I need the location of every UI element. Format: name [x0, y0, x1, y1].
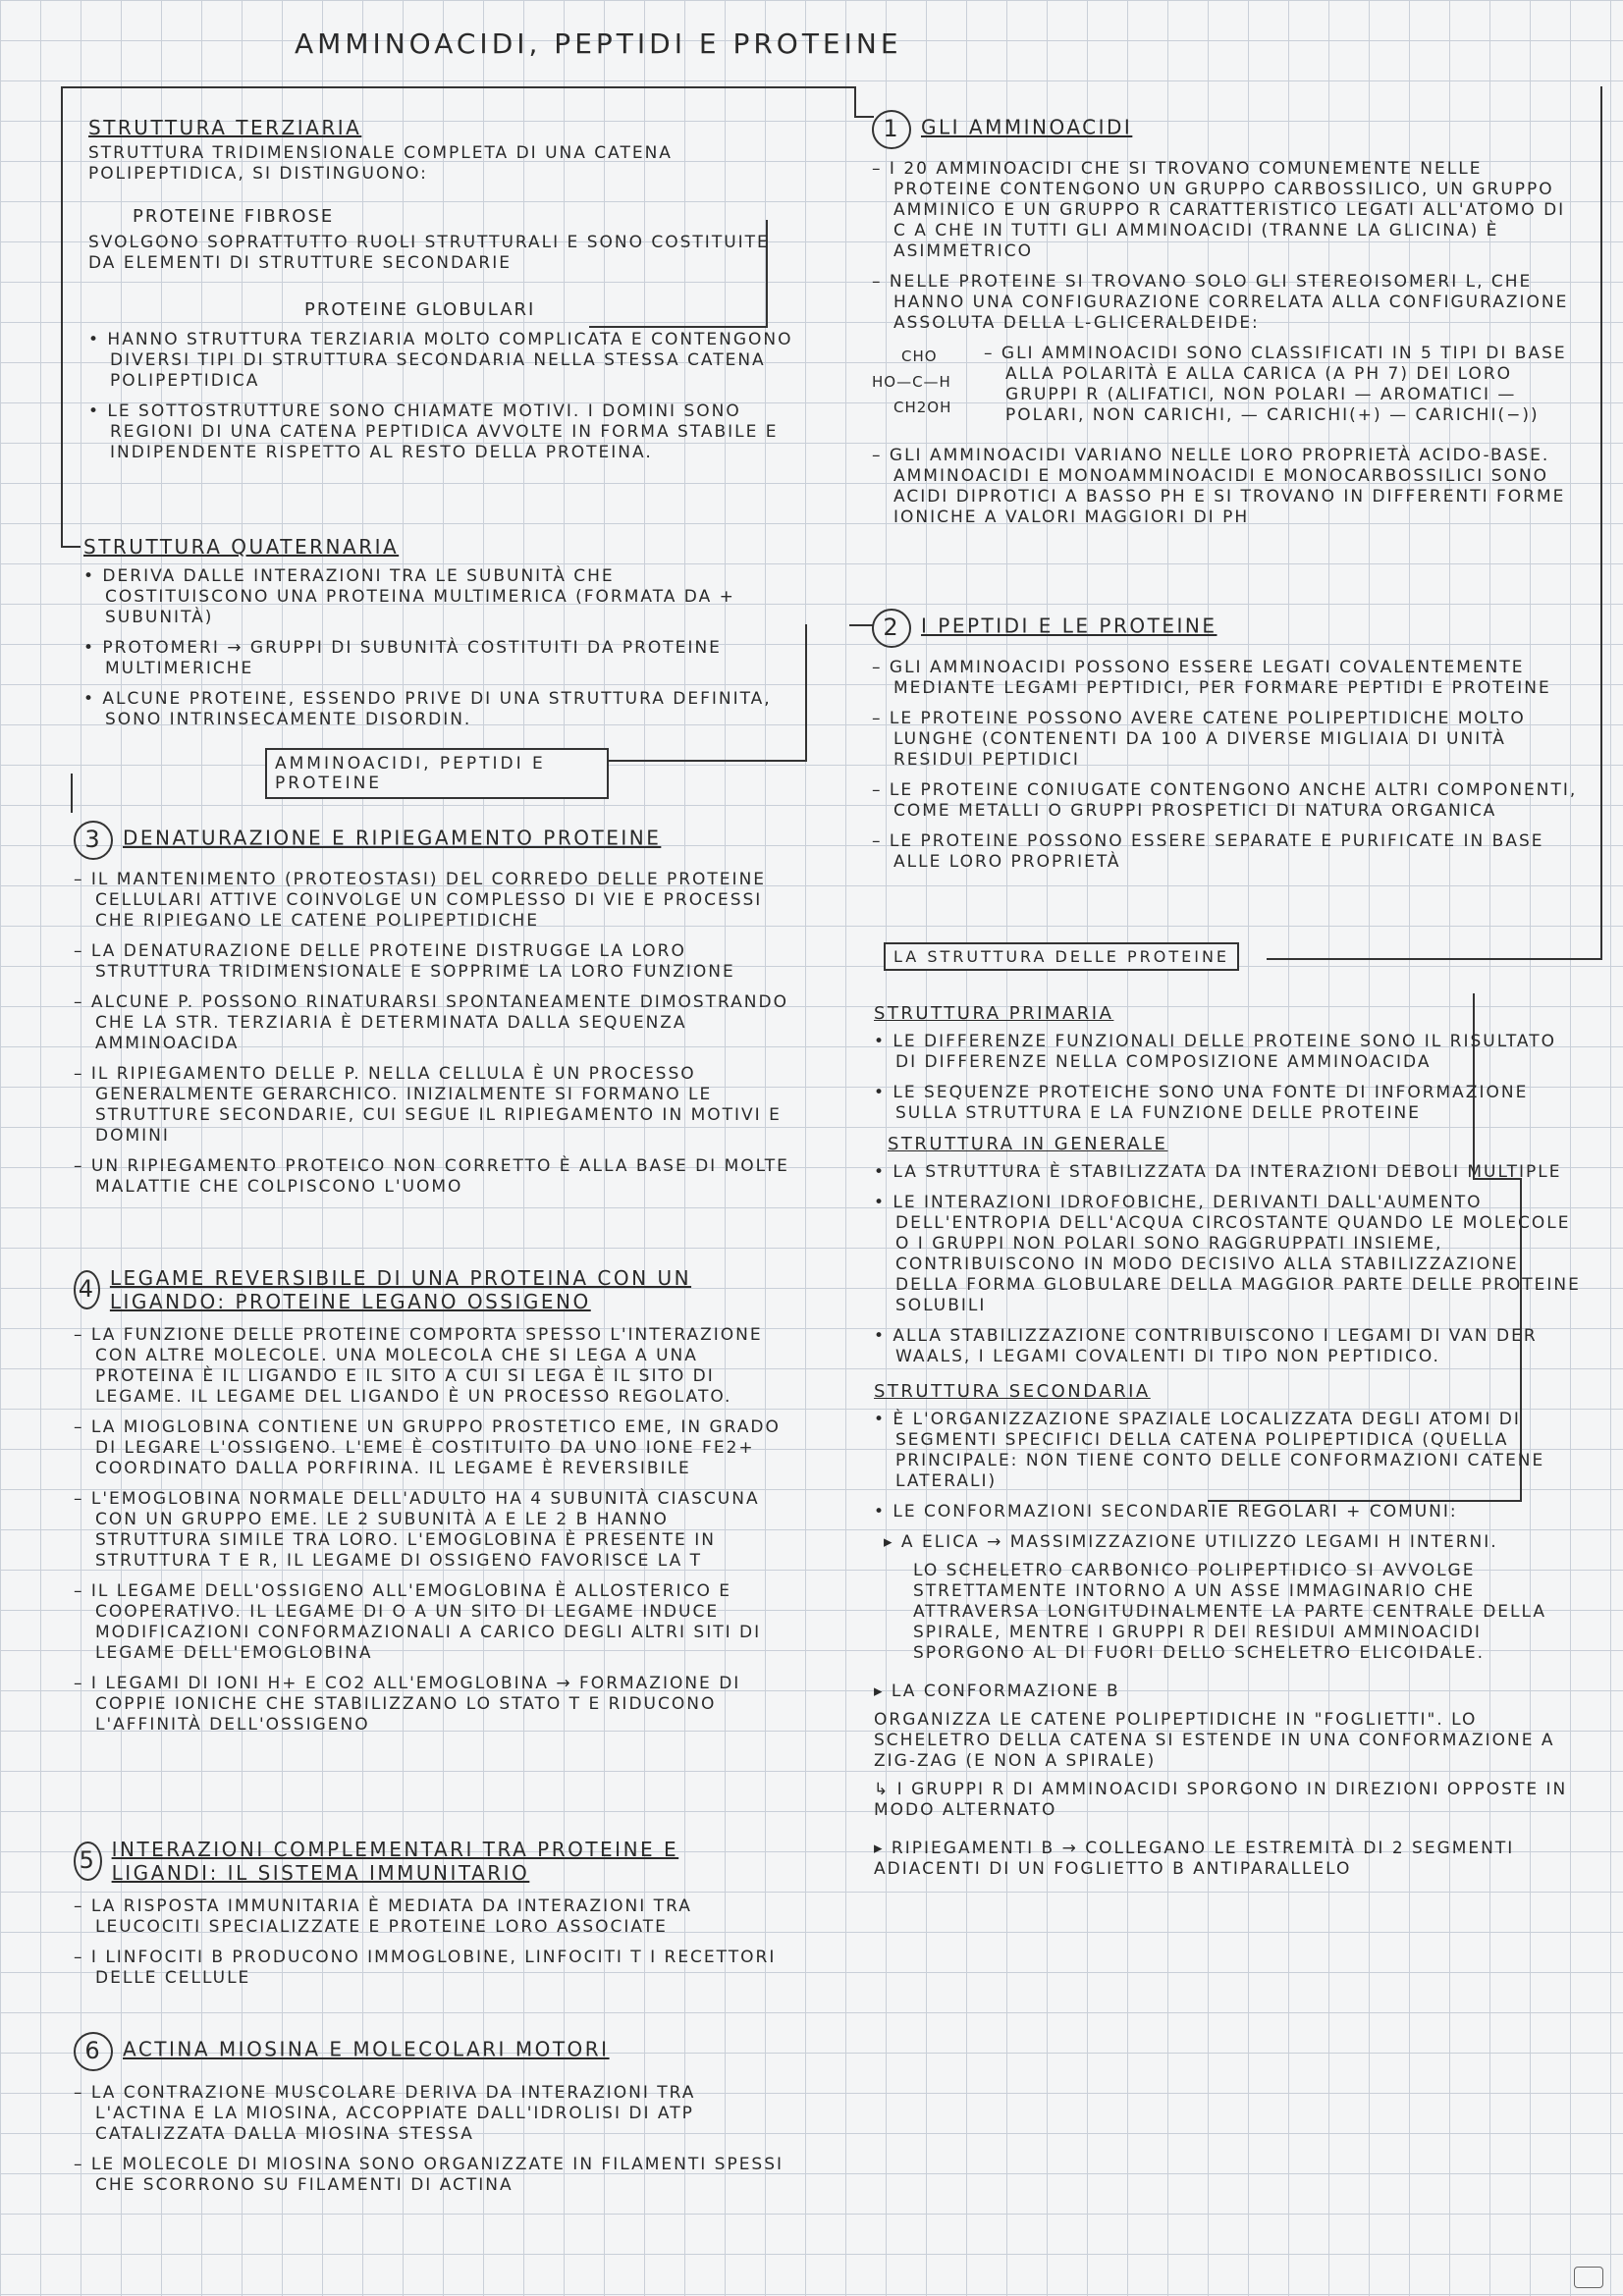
terziaria-heading: STRUTTURA TERZIARIA [88, 116, 362, 139]
section-2-number: 2 [872, 609, 911, 648]
fibrose-heading: PROTEINE FIBROSE [133, 206, 335, 227]
globulari-heading: PROTEINE GLOBULARI [304, 299, 536, 320]
section-2-bullet: – LE PROTEINE POSSONO ESSERE SEPARATE E PURIFICATE IN BASE ALLE LORO PROPRIETÀ [872, 831, 1544, 872]
primaria-bullet: • LE DIFFERENZE FUNZIONALI DELLE PROTEINE SONO IL RISULTATO DI DIFFERENZE NELLA COMPOSIZIONE AMMINOACIDA [874, 1032, 1556, 1072]
section-3-bullet: – IL MANTENIMENTO (PROTEOSTASI) DEL CORREDO DELLE PROTEINE CELLULARI ATTIVE COINVOLGE UN COMPLESSO DI VIE E PROCESSI CHE RIPIEGANO LE CATENE POLIPEPTIDICHE [74, 870, 767, 931]
beta-conformation-text: ORGANIZZA LE CATENE POLIPEPTIDICHE IN "FOGLIETTI". LO SCHELETRO DELLA CATENA SI ESTENDE IN UNA CONFORMAZIONE A ZIG-ZAG (E NON A SPIRALE) [874, 1710, 1555, 1771]
section-1-heading [872, 110, 1579, 149]
section-5-title: INTERAZIONI COMPLEMENTARI TRA PROTEINE E LIGANDI: IL SISTEMA IMMUNITARIO [111, 1838, 679, 1885]
formula-top: CHO [901, 347, 938, 365]
section-2 [872, 609, 1579, 882]
primaria-bullet: • LE SEQUENZE PROTEICHE SONO UNA FONTE DI INFORMAZIONE SULLA STRUTTURA E LA FUNZIONE DELLE PROTEINE [874, 1083, 1529, 1123]
section-5-heading [74, 1838, 790, 1885]
section-4 [74, 1266, 790, 1745]
page-title: AMMINOACIDI, PEPTIDI E PROTEINE [295, 27, 902, 60]
beta-conformation-item: ▸ LA CONFORMAZIONE Β [874, 1682, 1120, 1701]
section-2-heading [872, 609, 1579, 648]
quaternaria-bullet: • DERIVA DALLE INTERAZIONI TRA LE SUBUNITÀ CHE COSTITUISCONO UNA PROTEINA MULTIMERICA (FORMATA DA + SUBUNITÀ) [83, 566, 735, 627]
section-4-heading [74, 1266, 790, 1313]
section-3 [74, 821, 790, 1207]
section-1-number: 1 [872, 110, 911, 149]
page-corner-mark [1574, 2267, 1603, 2288]
fibrose-text: SVOLGONO SOPRATTUTTO RUOLI STRUTTURALI E SONO COSTITUITE DA ELEMENTI DI STRUTTURE SECONDARIE [88, 233, 770, 273]
primaria-heading: STRUTTURA PRIMARIA [874, 1003, 1114, 1024]
quaternaria-bullet: • PROTOMERI → GRUPPI DI SUBUNITÀ COSTITUITI DA PROTEINE MULTIMERICHE [83, 638, 722, 678]
alpha-helix-item: ▸ Α ELICA → MASSIMIZZAZIONE UTILIZZO LEGAMI H INTERNI. [884, 1532, 1498, 1552]
beta-conformation-note: ↳ I GRUPPI R DI AMMINOACIDI SPORGONO IN DIREZIONI OPPOSTE IN MODO ALTERNATO [874, 1780, 1568, 1820]
connector-line [589, 760, 807, 762]
connector-line [1267, 958, 1602, 960]
section-3-bullet: – IL RIPIEGAMENTO DELLE P. NELLA CELLULA È UN PROCESSO GENERALMENTE GERARCHICO. INIZIALMENTE SI FORMANO LE STRUTTURE SECONDARIE, CUI SEGUE IL RIPIEGAMENTO IN MOTIVI E DOMINI [74, 1064, 782, 1146]
connector-line [61, 546, 81, 548]
section-6-heading [74, 2032, 790, 2071]
connector-line [61, 86, 856, 88]
secondaria-heading: STRUTTURA SECONDARIA [874, 1381, 1151, 1402]
connector-line [849, 624, 874, 626]
secondaria-bullet: • È L'ORGANIZZAZIONE SPAZIALE LOCALIZZATA DEGLI ATOMI DI SEGMENTI SPECIFICI DELLA CATENA POLIPEPTIDICA (QUELLA PRINCIPALE: NON TIENE CONTO DELLE CONFORMAZIONI CATENE LATERALI) [874, 1410, 1545, 1491]
section-6 [74, 2032, 790, 2206]
section-2-bullet: – GLI AMMINOACIDI POSSONO ESSERE LEGATI COVALENTEMENTE MEDIANTE LEGAMI PEPTIDICI, PER FORMARE PEPTIDI E PROTEINE [872, 658, 1551, 698]
quaternaria-section [83, 535, 776, 740]
section-4-bullet: – I LEGAMI DI IONI H+ E CO2 ALL'EMOGLOBINA → FORMAZIONE DI COPPIE IONICHE CHE STABILIZZANO LO STATO T E RIDUCONO L'AFFINITÀ DELL'OSSIGENO [74, 1674, 741, 1735]
section-2-title: I PEPTIDI E LE PROTEINE [921, 614, 1217, 638]
section-5 [74, 1838, 790, 1999]
section-4-bullet: – IL LEGAME DELL'OSSIGENO ALL'EMOGLOBINA È ALLOSTERICO E COOPERATIVO. IL LEGAME DI O A UN SITO DI LEGAME INDUCE MODIFICAZIONI CONFORMAZIONALI A CARICO DEGLI ALTRI SITI DI LEGAME DELL'EMOGLOBINA [74, 1581, 762, 1663]
section-3-heading [74, 821, 790, 860]
section-2-bullet: – LE PROTEINE POSSONO AVERE CATENE POLIPEPTIDICHE MOLTO LUNGHE (CONTENENTI DA 100 A DIVERSE MIGLIAIA DI UNITÀ RESIDUI PEPTIDICI [872, 709, 1526, 770]
terziaria-section [88, 116, 795, 473]
connector-line [71, 774, 73, 813]
formula-middle: HO—C—H [872, 373, 951, 391]
section-1-bullet: – GLI AMMINOACIDI VARIANO NELLE LORO PROPRIETÀ ACIDO-BASE. AMMINOACIDI E MONOAMMINOACIDI E MONOCARBOSSILICI SONO ACIDI DIPROTICI A BASSO PH E SI TROVANO IN DIFFERENTI FORME IONICHE A VALORI MAGGIORI DI PH [872, 446, 1566, 527]
globulari-bullet: • LE SOTTOSTRUTTURE SONO CHIAMATE MOTIVI. I DOMINI SONO REGIONI DI UNA CATENA PEPTIDICA AVVOLTE IN FORMA STABILE E INDIPENDENTE RISPETTO AL RESTO DELLA PROTEINA. [88, 401, 779, 462]
section-4-bullet: – LA FUNZIONE DELLE PROTEINE COMPORTA SPESSO L'INTERAZIONE CON ALTRE MOLECOLE. UNA MOLECOLA CHE SI LEGA A UNA PROTEINA È IL LIGANDO E IL SITO A CUI SI LEGA È IL SITO DI LEGAME. IL LEGAME DEL LIGANDO È UN PROCESSO REGOLATO. [74, 1325, 763, 1407]
section-3-number: 3 [74, 821, 113, 860]
quaternaria-bullet: • ALCUNE PROTEINE, ESSENDO PRIVE DI UNA STRUTTURA DEFINITA, SONO INTRINSECAMENTE DISORDIN. [83, 689, 772, 729]
generale-bullet: • LA STRUTTURA È STABILIZZATA DA INTERAZIONI DEBOLI MULTIPLE [874, 1162, 1562, 1182]
section-6-number: 6 [74, 2032, 113, 2071]
quaternaria-heading: STRUTTURA QUATERNARIA [83, 535, 400, 559]
connector-line [854, 116, 874, 118]
section-2-bullet: – LE PROTEINE CONIUGATE CONTENGONO ANCHE ALTRI COMPONENTI, COME METALLI O GRUPPI PROSPETICI DI NATURA ORGANICA [872, 780, 1578, 821]
section-4-bullet: – LA MIOGLOBINA CONTIENE UN GRUPPO PROSTETICO EME, IN GRADO DI LEGARE L'OSSIGENO. L'EME È COSTITUITO DA UNO IONE FE2+ COORDINATO DALLA PORFIRINA. IL LEGAME È REVERSIBILE [74, 1417, 781, 1478]
struttura-proteine-box: LA STRUTTURA DELLE PROTEINE [884, 942, 1239, 971]
connector-line [61, 86, 63, 548]
section-3-title: DENATURAZIONE E RIPIEGAMENTO PROTEINE [123, 826, 662, 850]
alpha-helix-text: LO SCHELETRO CARBONICO POLIPEPTIDICO SI AVVOLGE STRETTAMENTE INTORNO A UN ASSE IMMAGINARIO CHE ATTRAVERSA LONGITUDINALMENTE LA PARTE CENTRALE DELLA SPIRALE, MENTRE I GRUPPI R DEI RESIDUI AMMINOACIDI SPORGONO AL DI FUORI DELLO SCHELETRO ELICOIDALE. [913, 1561, 1546, 1663]
section-4-number: 4 [74, 1270, 100, 1309]
connector-line [805, 624, 807, 762]
section-3-bullet: – ALCUNE P. POSSONO RINATURARSI SPONTANEAMENTE DIMOSTRANDO CHE LA STR. TERZIARIA È DETERMINATA DALLA SEQUENZA AMMINOACIDA [74, 992, 788, 1053]
generale-bullet: • LE INTERAZIONI IDROFOBICHE, DERIVANTI DALL'AUMENTO DELL'ENTROPIA DELL'ACQUA CIRCOSTANTE QUANDO LE MOLECOLE O I GRUPPI NON POLARI SONO RAGGRUPPATI INSIEME, CONTRIBUISCONO IN MODO DECISIVO ALLA STABILIZZAZIONE DELLA FORMA GLOBULARE DELLA MAGGIOR PARTE DELLE PROTEINE SOLUBILI [874, 1193, 1581, 1315]
glyceraldehyde-block [872, 344, 1579, 436]
section-1-bullet: – GLI AMMINOACIDI SONO CLASSIFICATI IN 5 TIPI DI BASE ALLA POLARITÀ E ALLA CARICA (A PH 7) DEI LORO GRUPPI R (ALIFATICI, NON POLARI — AROMATICI — POLARI, NON CARICHI, — CARICHI(+) — CARICHI(−)) [984, 344, 1567, 425]
connector-line [1600, 86, 1602, 960]
central-topic-box: AMMINOACIDI, PEPTIDI E PROTEINE [265, 748, 609, 799]
glyceraldehyde-formula [872, 344, 970, 436]
section-4-title: LEGAME REVERSIBILE DI UNA PROTEINA CON UN LIGANDO: PROTEINE LEGANO OSSIGENO [109, 1266, 692, 1313]
section-3-bullet: – LA DENATURAZIONE DELLE PROTEINE DISTRUGGE LA LORO STRUTTURA TRIDIMENSIONALE E SOPPRIME LA LORO FUNZIONE [74, 941, 735, 982]
structure-section [874, 1003, 1581, 1880]
globulari-bullet: • HANNO STRUTTURA TERZIARIA MOLTO COMPLICATA E CONTENGONO DIVERSI TIPI DI STRUTTURA SECONDARIA NELLA STESSA CATENA POLIPEPTIDICA [88, 330, 793, 391]
section-3-bullet: – UN RIPIEGAMENTO PROTEICO NON CORRETTO È ALLA BASE DI MOLTE MALATTIE CHE COLPISCONO L'UOMO [74, 1156, 789, 1197]
section-1-bullet: – NELLE PROTEINE SI TROVANO SOLO GLI STEREOISOMERI L, CHE HANNO UNA CONFIGURAZIONE CORRELATA ALLA CONFIGURAZIONE ASSOLUTA DELLA L-GLICERALDEIDE: [872, 272, 1569, 333]
generale-bullet: • ALLA STABILIZZAZIONE CONTRIBUISCONO I LEGAMI DI VAN DER WAALS, I LEGAMI COVALENTI DI TIPO NON PEPTIDICO. [874, 1326, 1538, 1366]
generale-heading: STRUTTURA IN GENERALE [888, 1134, 1168, 1154]
beta-turns-item: ▸ RIPIEGAMENTI Β → COLLEGANO LE ESTREMITÀ DI 2 SEGMENTI ADIACENTI DI UN FOGLIETTO Β ANTIPARALLELO [874, 1839, 1515, 1879]
formula-bottom: CH2OH [893, 399, 952, 416]
section-4-bullet: – L'EMOGLOBINA NORMALE DELL'ADULTO HA 4 SUBUNITÀ CIASCUNA CON UN GRUPPO EME. LE 2 SUBUNITÀ Α E LE 2 Β HANNO STRUTTURA SIMILE TRA LORO. L'EMOGLOBINA È PRESENTE IN STRUTTURA T E R, IL LEGAME DI OSSIGENO FAVORISCE LA T [74, 1489, 760, 1571]
section-1-bullet: – I 20 AMMINOACIDI CHE SI TROVANO COMUNEMENTE NELLE PROTEINE CONTENGONO UN GRUPPO CARBOSSILICO, UN GRUPPO AMMINICO E UN GRUPPO R CARATTERISTICO LEGATI ALL'ATOMO DI C Α CHE IN TUTTI GLI AMMINOACIDI (TRANNE LA GLICINA) È ASIMMETRICO [872, 159, 1566, 261]
section-1-title: GLI AMMINOACIDI [921, 115, 1133, 139]
section-5-bullet: – LA RISPOSTA IMMUNITARIA È MEDIATA DA INTERAZIONI TRA LEUCOCITI SPECIALIZZATE E PROTEINE LORO ASSOCIATE [74, 1896, 692, 1937]
section-6-title: ACTINA MIOSINA E MOLECOLARI MOTORI [123, 2037, 610, 2061]
connector-line [854, 86, 856, 116]
section-6-bullet: – LE MOLECOLE DI MIOSINA SONO ORGANIZZATE IN FILAMENTI SPESSI CHE SCORRONO SU FILAMENTI DI ACTINA [74, 2155, 784, 2195]
section-6-bullet: – LA CONTRAZIONE MUSCOLARE DERIVA DA INTERAZIONI TRA L'ACTINA E LA MIOSINA, ACCOPPIATE DALL'IDROLISI DI ATP CATALIZZATA DALLA MIOSINA STESSA [74, 2083, 696, 2144]
section-1 [872, 110, 1579, 538]
secondaria-bullet: • LE CONFORMAZIONI SECONDARIE REGOLARI + COMUNI: [874, 1502, 1458, 1522]
section-5-bullet: – I LINFOCITI B PRODUCONO IMMOGLOBINE, LINFOCITI T I RECETTORI DELLE CELLULE [74, 1948, 777, 1988]
terziaria-text: STRUTTURA TRIDIMENSIONALE COMPLETA DI UNA CATENA POLIPEPTIDICA, SI DISTINGUONO: [88, 143, 673, 184]
section-5-number: 5 [74, 1842, 102, 1881]
